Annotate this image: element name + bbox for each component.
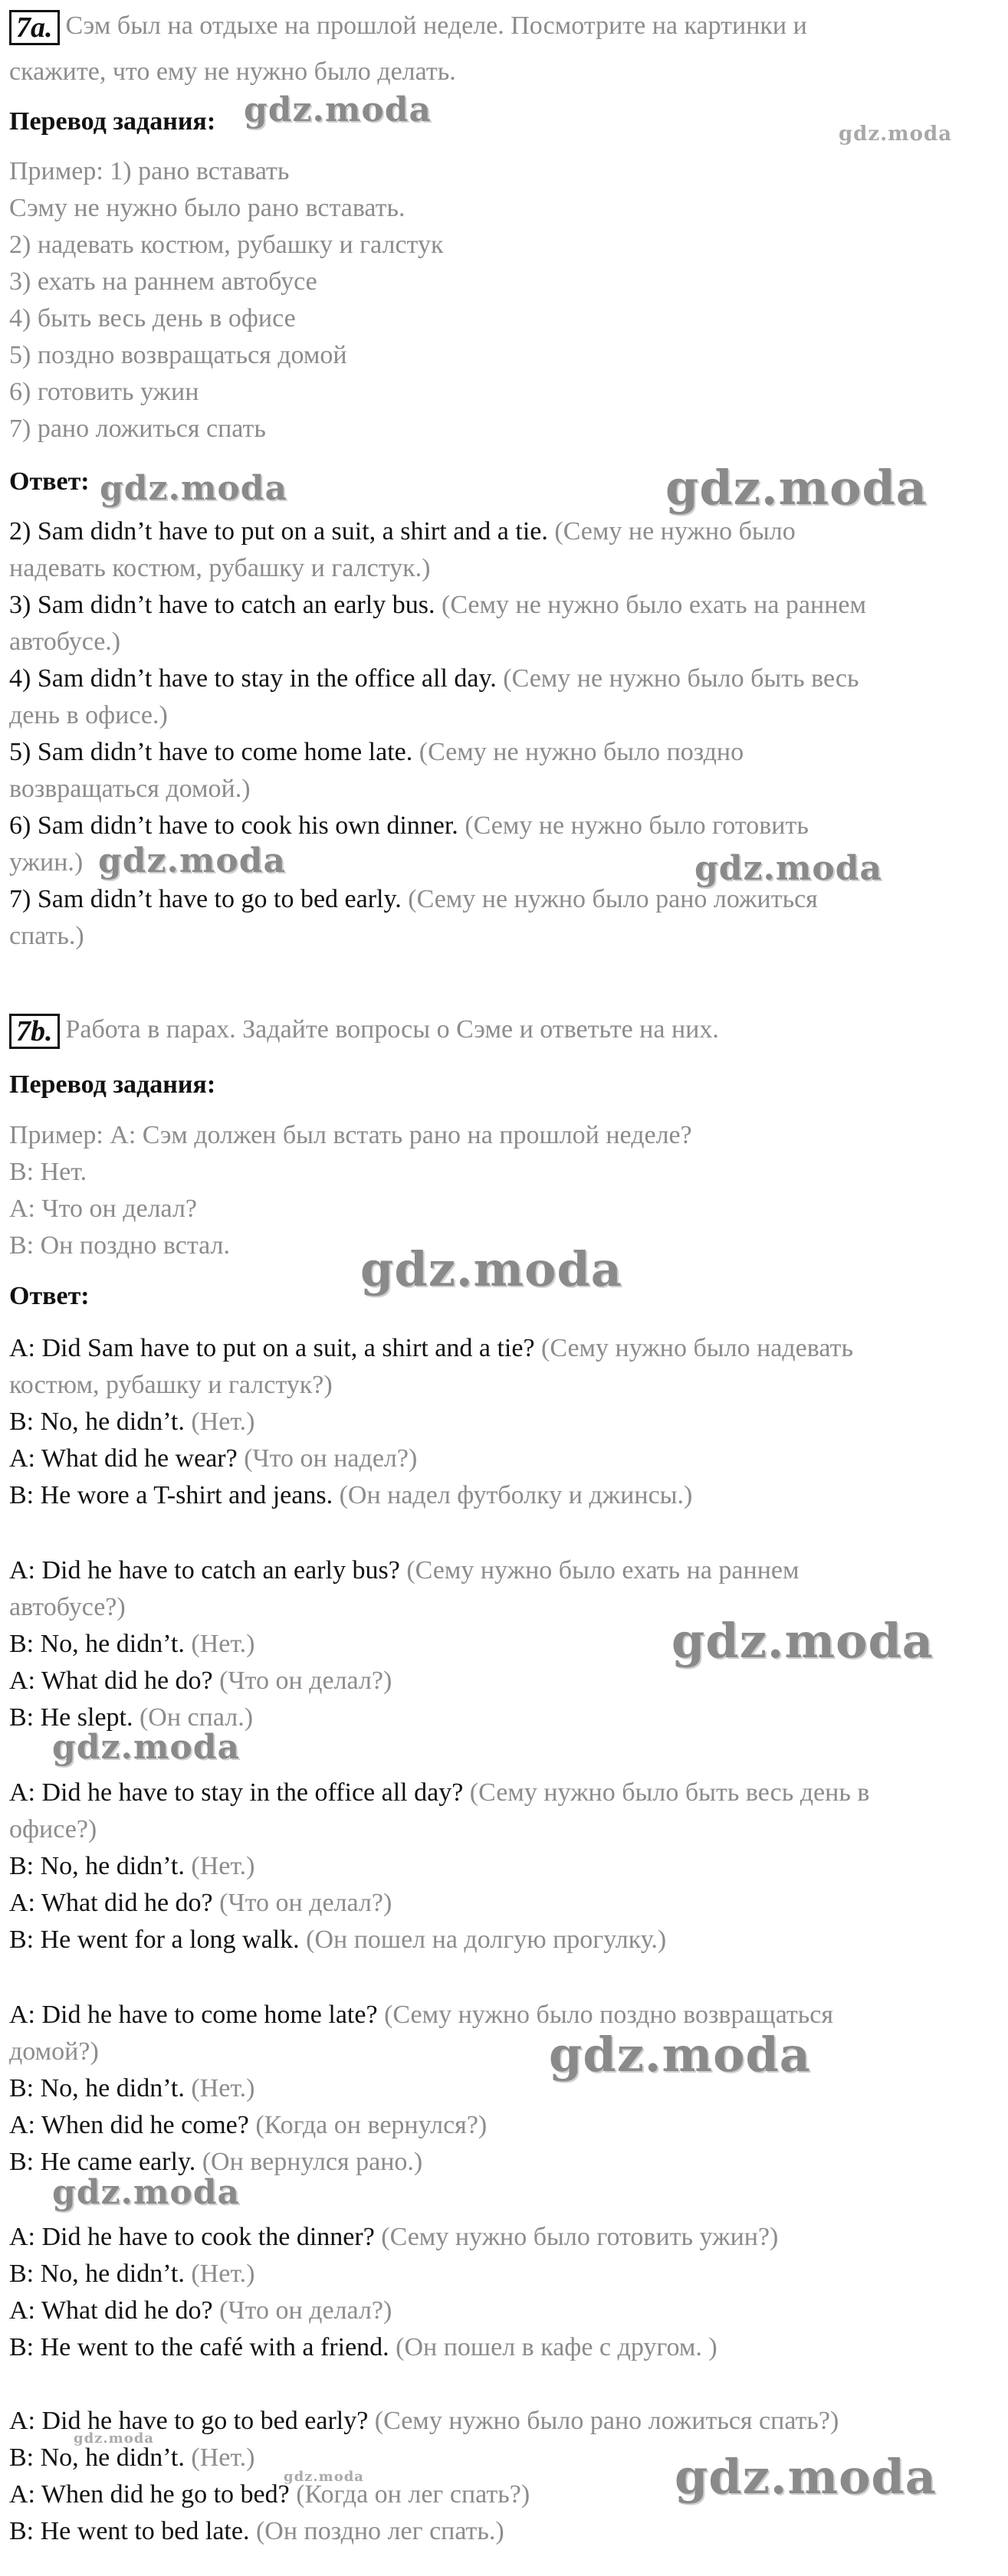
dialog-russian: (Сему нужно было ехать на раннем (406, 1556, 800, 1585)
watermark: gdz.moda (694, 849, 883, 888)
dialog-english: A: Did Sam have to put on a suit, a shirt and a tie? (9, 1334, 535, 1362)
dialog-line (9, 1330, 853, 1367)
dialog-line (9, 1440, 417, 1477)
dialog-line (9, 1848, 254, 1885)
dialog-line (9, 2219, 778, 2256)
dialog-line (9, 2293, 392, 2329)
dialog-line (9, 1477, 692, 1514)
dialog-line (9, 1404, 254, 1440)
dialog-line (9, 1885, 392, 1922)
dialog-russian: (Нет.) (191, 1630, 255, 1658)
dialog-english: A: When did he go to bed? (9, 2480, 290, 2509)
task-7a-instruction-text: Сэм был на отдыхе на прошлой неделе. Посмотрите на картинки и (65, 11, 807, 40)
dialog-english: A: Did he have to cook the dinner? (9, 2223, 375, 2251)
dialog-russian: (Он поздно лег спать.) (255, 2517, 504, 2545)
dialog-line (9, 1811, 97, 1848)
dialog-russian: (Сему нужно было надевать (541, 1334, 853, 1362)
dialog-english: A: What did he do? (9, 1889, 213, 1917)
dialog-english: A: Did he have to catch an early bus? (9, 1556, 400, 1585)
task-7a-answer-line (9, 587, 866, 624)
answer-russian: (Сему не нужно было готовить (465, 811, 809, 840)
task-7b-translation-line: В: Нет. (9, 1158, 87, 1186)
dialog-line (9, 2070, 254, 2107)
task-7b-translation-heading: Перевод задания: (9, 1070, 216, 1099)
task-7a-translation-line: 2) надевать костюм, рубашку и галстук (9, 231, 444, 259)
dialog-russian: (Что он делал?) (219, 2296, 392, 2325)
answer-english: 4) Sam didn’t have to stay in the office all day. (9, 664, 497, 693)
dialog-english: A: When did he come? (9, 2111, 249, 2139)
dialog-russian: (Нет.) (191, 1852, 255, 1880)
dialog-english: A: Did he have to stay in the office all day? (9, 1778, 464, 1807)
dialog-line (9, 1552, 800, 1589)
dialog-english: B: No, he didn’t. (9, 2443, 185, 2472)
watermark: gdz.moda (100, 469, 288, 508)
task-7a-translation-line: 7) рано ложиться спать (9, 415, 266, 443)
dialog-russian: (Когда он лег спать?) (296, 2480, 530, 2509)
dialog-english: A: Did he have to come home late? (9, 2001, 378, 2029)
watermark: gdz.moda (244, 90, 432, 129)
dialog-english: B: No, he didn’t. (9, 1630, 185, 1658)
dialog-english: B: No, he didn’t. (9, 1852, 185, 1880)
dialog-russian: домой?) (9, 2037, 99, 2066)
dialog-line (9, 2329, 717, 2366)
task-7b-instruction-line (9, 1011, 719, 1049)
task-7a-instruction-line-1 (9, 8, 807, 45)
watermark: gdz.moda (675, 2449, 937, 2505)
task-7b-number: 7b. (9, 1014, 60, 1049)
watermark: gdz.moda (98, 841, 287, 880)
task-7a-answer-continuation: надевать костюм, рубашку и галстук.) (9, 554, 431, 582)
task-7b-translation-line: Пример: А: Сэм должен был встать рано на прошлой неделе? (9, 1121, 692, 1149)
dialog-russian: (Сему нужно было быть весь день в (469, 1778, 870, 1807)
dialog-english: B: He went for a long walk. (9, 1925, 300, 1954)
task-7a-translation-line: 4) быть весь день в офисе (9, 304, 296, 333)
task-7b-translation-line: А: Что он делал? (9, 1195, 198, 1223)
task-7a-translation-line: Пример: 1) рано вставать (9, 157, 290, 185)
task-7a-answer-line (9, 808, 809, 844)
task-7a-translation-line: Сэму не нужно было рано вставать. (9, 194, 405, 222)
dialog-english: B: No, he didn’t. (9, 2260, 185, 2288)
task-7a-answer-continuation: возвращаться домой.) (9, 775, 251, 803)
dialog-russian: (Нет.) (191, 2074, 255, 2102)
answer-russian: (Сему не нужно было (554, 517, 796, 546)
dialog-russian: (Он пошел в кафе с другом. ) (396, 2333, 717, 2361)
dialog-line (9, 2107, 487, 2144)
task-7a-answer-continuation: спать.) (9, 922, 84, 950)
dialog-english: B: He went to bed late. (9, 2517, 250, 2545)
dialog-russian: (Что он надел?) (244, 1444, 418, 1473)
task-7a-answer-continuation: автобусе.) (9, 628, 121, 656)
task-7a-answer-heading: Ответ: (9, 467, 90, 496)
answer-russian: (Сему не нужно было ехать на раннем (442, 591, 866, 619)
dialog-russian: офисе?) (9, 1815, 97, 1844)
dialog-russian: (Он пошел на долгую прогулку.) (306, 1925, 667, 1954)
dialog-english: B: He slept. (9, 1703, 133, 1732)
dialog-russian: (Нет.) (191, 2443, 255, 2472)
watermark: gdz.moda (665, 460, 928, 516)
task-7a-translation-line: 6) готовить ужин (9, 378, 199, 406)
dialog-line (9, 1626, 254, 1663)
watermark: gdz.moda (74, 2430, 154, 2447)
dialog-english: B: He went to the café with a friend. (9, 2333, 389, 2361)
dialog-line (9, 1367, 333, 1404)
answer-english: 7) Sam didn’t have to go to bed early. (9, 885, 402, 913)
dialog-line (9, 2034, 99, 2070)
task-7a-translation-line: 3) ехать на раннем автобусе (9, 267, 317, 296)
task-7a-instruction-line-2: скажите, что ему не нужно было делать. (9, 57, 456, 86)
dialog-russian: (Нет.) (191, 2260, 255, 2288)
dialog-russian: (Он надел футболку и джинсы.) (339, 1481, 693, 1509)
task-7a-answer-line (9, 660, 859, 697)
dialog-russian: (Когда он вернулся?) (255, 2111, 488, 2139)
dialog-line (9, 2256, 254, 2293)
dialog-english: A: What did he do? (9, 1667, 213, 1695)
dialog-english: B: He wore a T-shirt and jeans. (9, 1481, 333, 1509)
task-7a-answer-continuation: ужин.) (9, 848, 84, 877)
dialog-russian: (Сему нужно было рано ложиться спать?) (374, 2407, 839, 2435)
watermark: gdz.moda (284, 2469, 364, 2485)
task-7a-answer-line (9, 734, 744, 771)
dialog-line (9, 1922, 666, 1958)
watermark: gdz.moda (360, 1241, 622, 1297)
answer-russian: (Сему не нужно было рано ложиться (408, 885, 818, 913)
dialog-english: A: Did he have to go to bed early? (9, 2407, 369, 2435)
dialog-russian: (Нет.) (191, 1408, 255, 1436)
dialog-russian: костюм, рубашку и галстук?) (9, 1371, 333, 1399)
task-7b-instruction-text: Работа в парах. Задайте вопросы о Сэме и ответьте на них. (65, 1015, 719, 1044)
dialog-line (9, 2476, 530, 2513)
dialog-russian: (Он спал.) (139, 1703, 254, 1732)
task-7a-translation-line: 5) поздно возвращаться домой (9, 341, 347, 369)
dialog-english: B: No, he didn’t. (9, 1408, 185, 1436)
watermark: gdz.moda (671, 1613, 934, 1669)
dialog-russian: (Сему нужно было готовить ужин?) (381, 2223, 779, 2251)
answer-russian: (Сему не нужно было быть весь (503, 664, 859, 693)
dialog-english: B: He came early. (9, 2148, 196, 2176)
dialog-line (9, 1589, 126, 1626)
answer-english: 3) Sam didn’t have to catch an early bus. (9, 591, 435, 619)
dialog-english: A: What did he do? (9, 2296, 213, 2325)
watermark: gdz.moda (52, 1728, 241, 1767)
dialog-english: B: No, he didn’t. (9, 2074, 185, 2102)
dialog-line (9, 1663, 392, 1699)
answer-russian: (Сему не нужно было поздно (419, 738, 744, 766)
watermark: gdz.moda (839, 123, 953, 146)
watermark: gdz.moda (549, 2027, 811, 2083)
answer-english: 2) Sam didn’t have to put on a suit, a shirt and a tie. (9, 517, 548, 546)
dialog-english: A: What did he wear? (9, 1444, 238, 1473)
watermark: gdz.moda (52, 2173, 241, 2212)
dialog-russian: (Сему нужно было поздно возвращаться (384, 2001, 834, 2029)
dialog-russian: (Что он делал?) (219, 1889, 392, 1917)
answer-english: 5) Sam didn’t have to come home late. (9, 738, 413, 766)
task-7b-translation-line: В: Он поздно встал. (9, 1231, 230, 1260)
dialog-russian: (Он вернулся рано.) (202, 2148, 423, 2176)
answer-english: 6) Sam didn’t have to cook his own dinner. (9, 811, 458, 840)
dialog-line (9, 1775, 869, 1811)
dialog-russian: (Что он делал?) (219, 1667, 392, 1695)
task-7a-number: 7a. (9, 10, 60, 45)
dialog-russian: автобусе?) (9, 1593, 126, 1621)
task-7b-answer-heading: Ответ: (9, 1282, 90, 1310)
task-7a-translation-heading: Перевод задания: (9, 107, 216, 136)
dialog-line (9, 2513, 504, 2550)
task-7a-answer-continuation: день в офисе.) (9, 701, 168, 729)
task-7a-answer-line (9, 513, 796, 550)
